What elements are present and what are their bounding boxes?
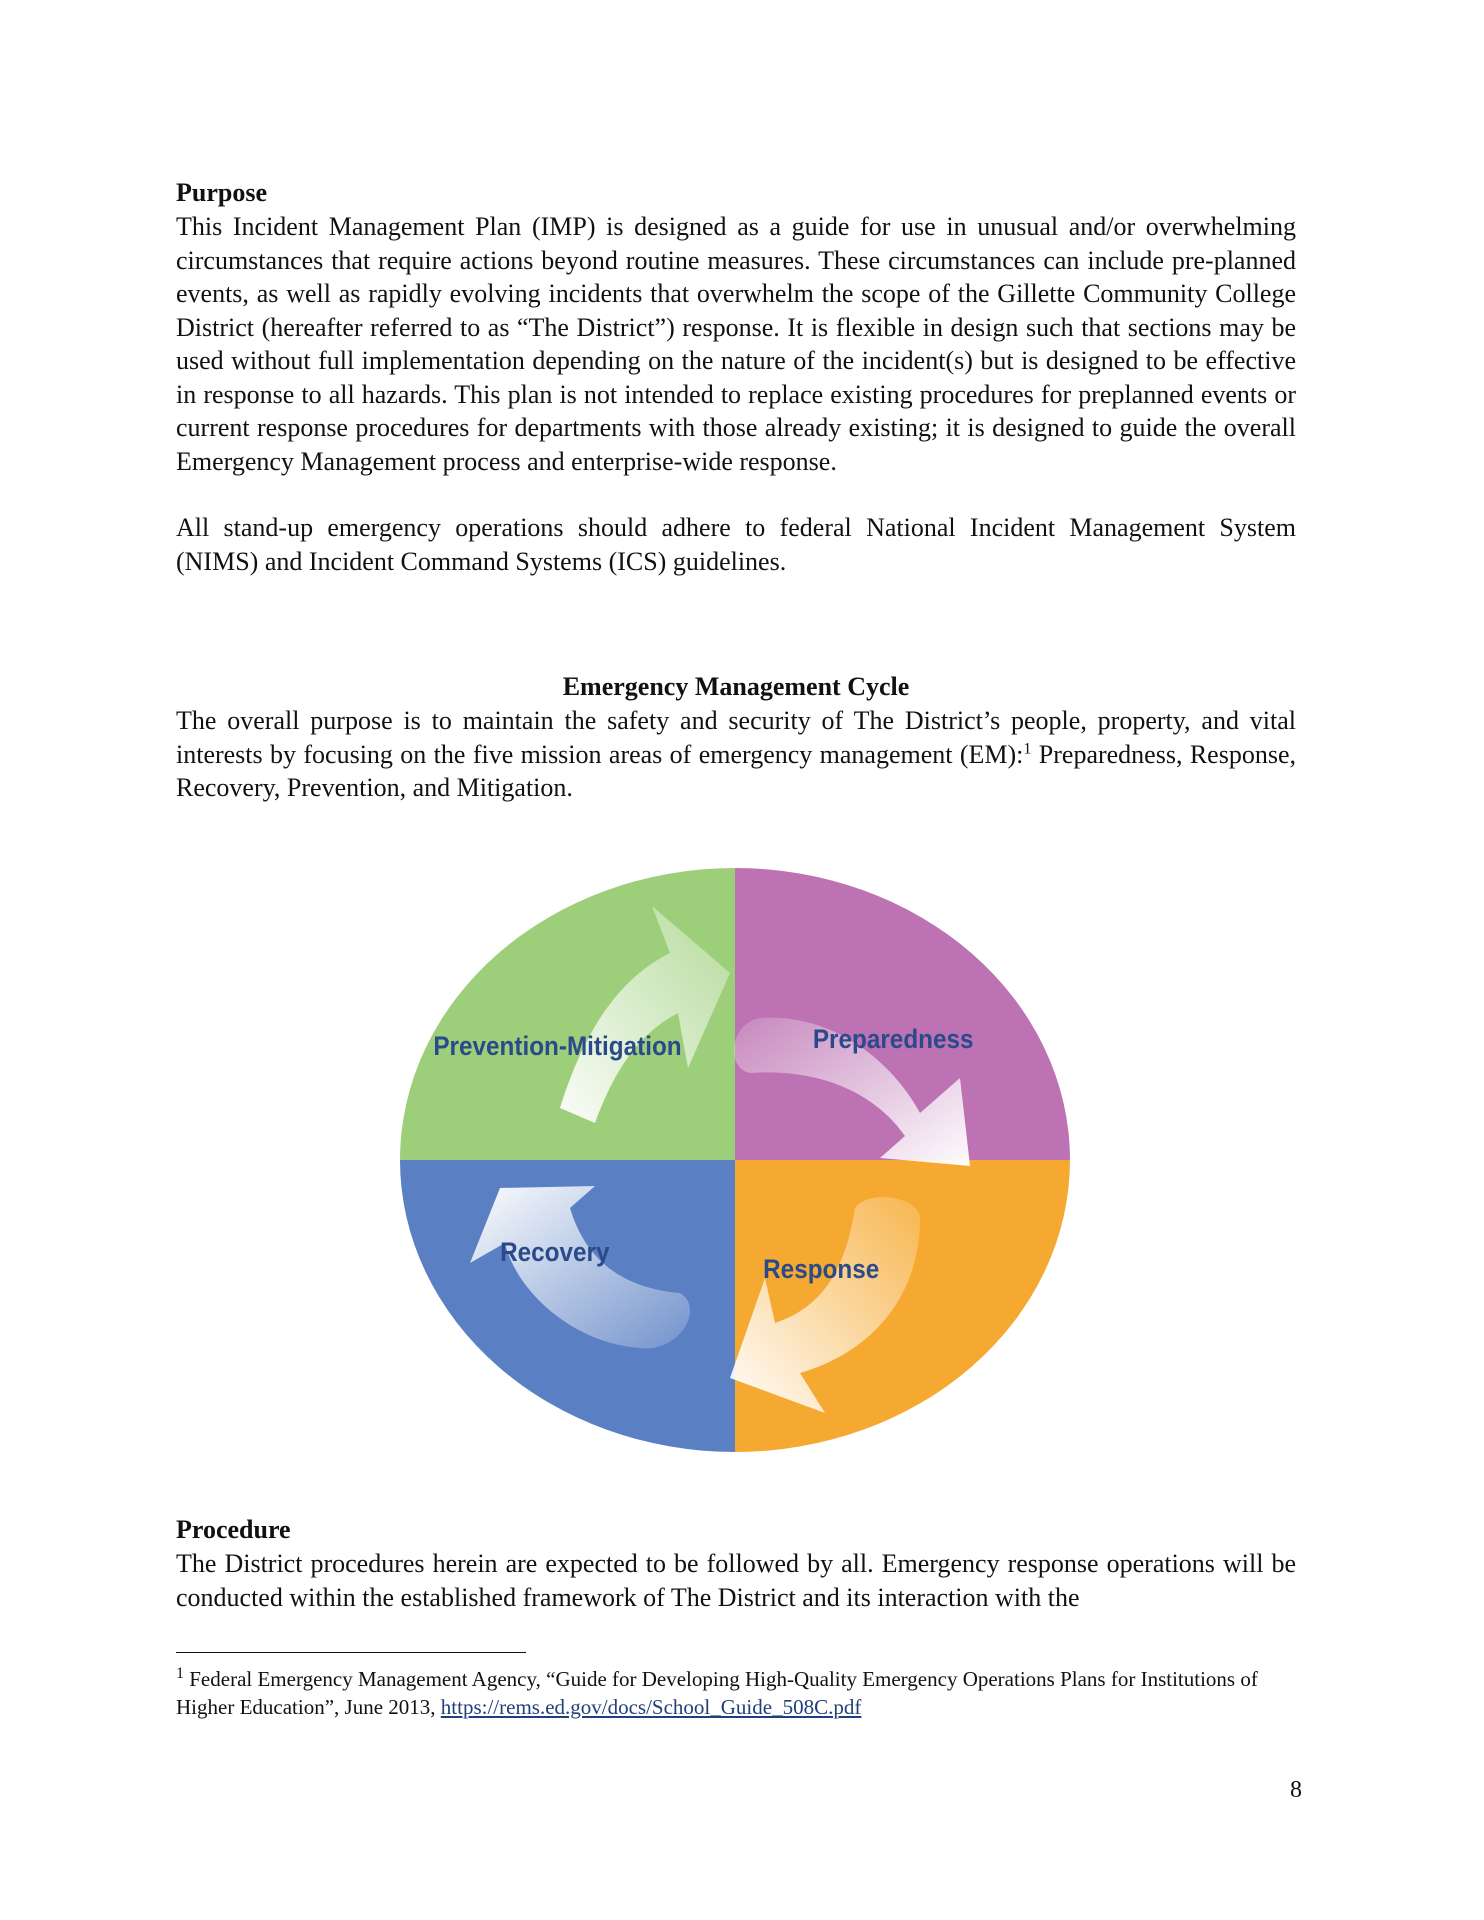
procedure-section (176, 1513, 1296, 1614)
preparedness-label: Preparedness (812, 1024, 974, 1055)
cycle-paragraph (176, 704, 1296, 805)
footnote-separator (176, 1652, 526, 1653)
emergency-management-cycle-diagram (400, 868, 1070, 1458)
cycle-heading: Emergency Management Cycle (562, 672, 910, 701)
procedure-paragraph: The District procedures herein are expected to be followed by all. Emergency response operations will be conducted within the established framework of The District and its interaction with the (176, 1549, 1296, 1612)
cycle-section (176, 670, 1296, 805)
cycle-paragraph-text: The overall purpose is to maintain the safety and security of The District’s people, property, and vital interests by focusing on the five mission areas of emergency management (EM): (176, 706, 1296, 769)
page-number: 8 (1290, 1777, 1302, 1803)
prevention-mitigation-label: Prevention-Mitigation (433, 1031, 682, 1062)
purpose-heading: Purpose (176, 178, 267, 207)
procedure-heading: Procedure (176, 1515, 291, 1544)
footnote (176, 1665, 1296, 1721)
recovery-label: Recovery (500, 1237, 610, 1268)
response-label: Response (763, 1254, 880, 1285)
footnote-number: 1 (176, 1665, 184, 1682)
nims-paragraph: All stand-up emergency operations should adhere to federal National Incident Management System (NIMS) and Incident Command Systems (ICS) guidelines. (176, 513, 1296, 576)
footnote-link[interactable]: https://rems.ed.gov/docs/School_Guide_508C.pdf (440, 1695, 862, 1719)
purpose-section (176, 176, 1296, 578)
cycle-paragraph-missions: Preparedness, Response, Recovery, Prevention, and Mitigation. (176, 739, 1296, 802)
footnote-reference[interactable]: 1 (1023, 739, 1032, 757)
purpose-paragraph: This Incident Management Plan (IMP) is designed as a guide for use in unusual and/or overwhelming circumstances that require actions beyond routine measures. These circumstances can include pre-planned events, as well as rapidly evolving incidents that overwhelm the scope of the Gillette Community College District (hereafter referred to as “The District”) response. It is flexible in design such that sections may be used without full implementation depending on the nature of the incident(s) but is designed to be effective in response to all hazards. This plan is not intended to replace existing procedures for preplanned events or current response procedures for departments with those already existing; it is designed to guide the overall Emergency Management process and enterprise-wide response. (176, 212, 1296, 476)
footnote-text: Federal Emergency Management Agency, “Guide for Developing High-Quality Emergency Operations Plans for Institutions of Higher Education”, June 2013, (176, 1667, 1258, 1719)
